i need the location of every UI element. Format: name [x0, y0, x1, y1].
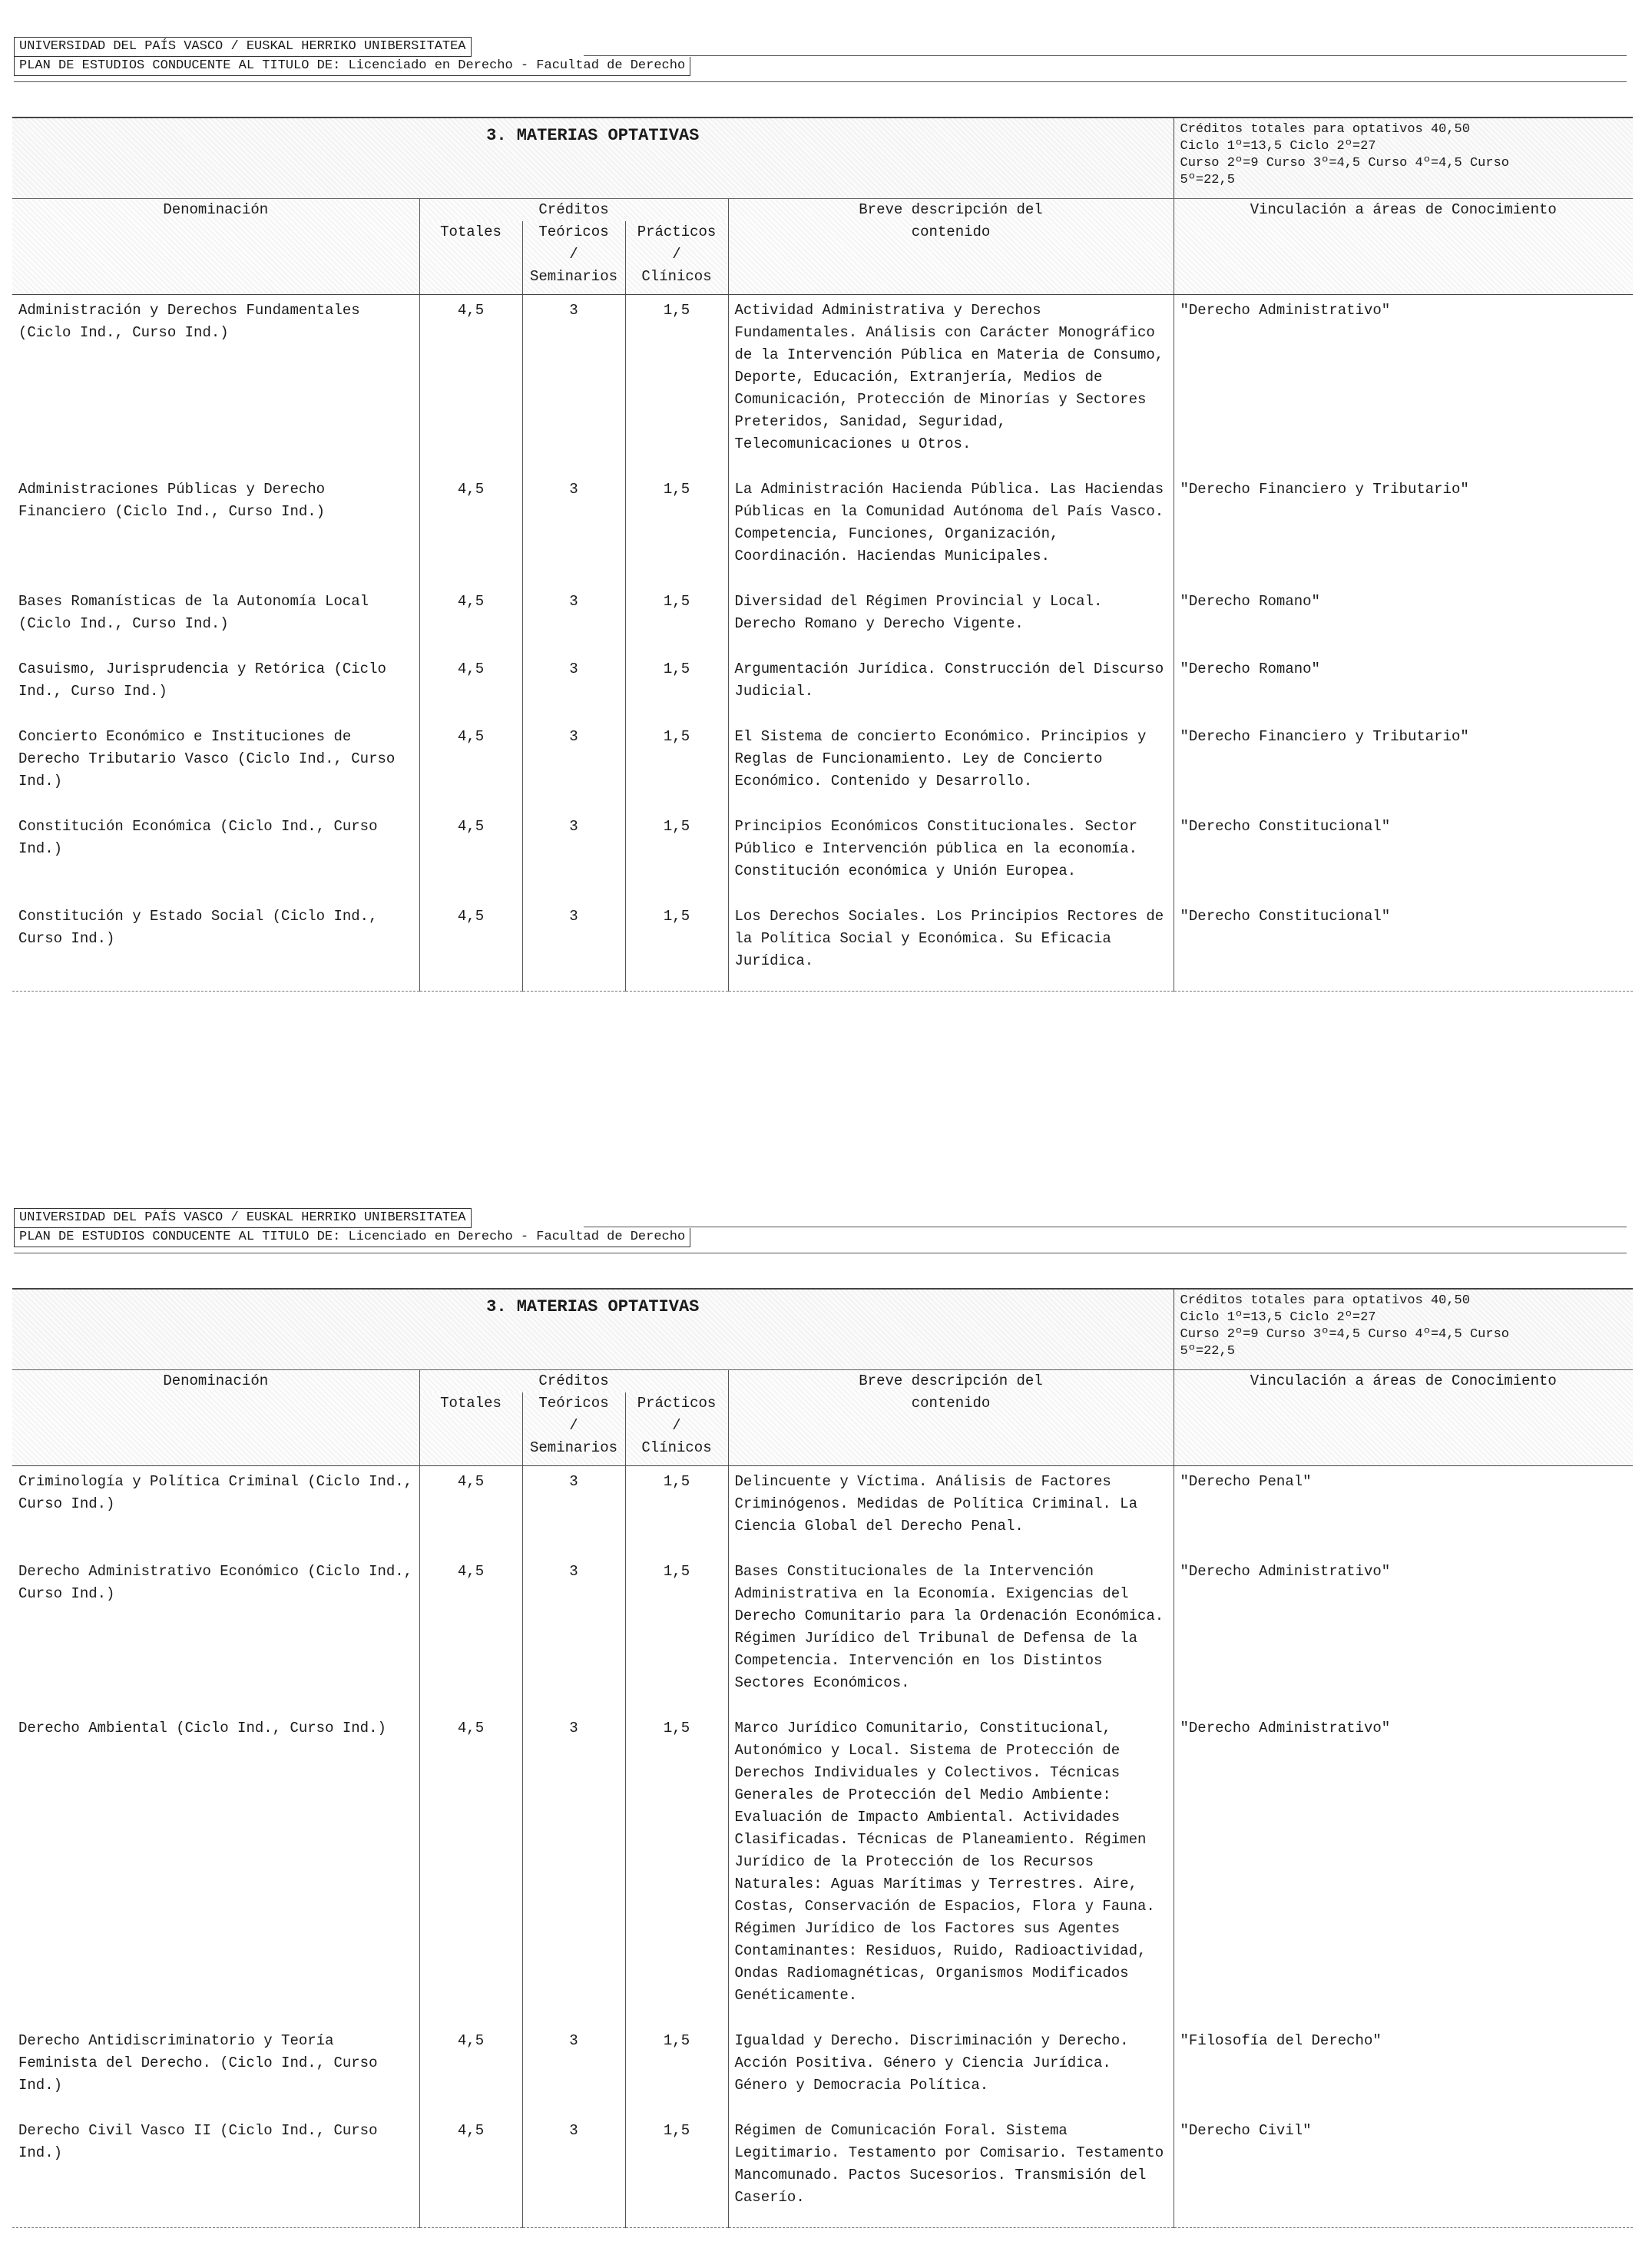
- table-title-row: [12, 1289, 1633, 1370]
- table-row: [12, 2115, 1633, 2228]
- credits-totales: 4,5: [419, 2115, 522, 2228]
- subject-name: Derecho Ambiental (Ciclo Ind., Curso Ind.): [12, 1713, 419, 2025]
- credits-teoricos: 3: [522, 2025, 625, 2115]
- knowledge-area: "Derecho Romano": [1180, 661, 1320, 677]
- credits-practicos: 1,5: [625, 1556, 728, 1713]
- subject-description: Igualdad y Derecho. Discriminación y Derecho. Acción Positiva. Género y Ciencia Jurídica. Género y Democracia Política.: [728, 2025, 1174, 2115]
- credits-summary: [1174, 118, 1633, 199]
- knowledge-area: "Derecho Constitucional": [1180, 818, 1391, 835]
- credits-totales: 4,5: [419, 654, 522, 721]
- table-row: [12, 901, 1633, 992]
- col-creditos: Créditos: [419, 199, 728, 222]
- col-vinculacion: Vinculación a áreas de Conocimiento: [1174, 1370, 1633, 1466]
- credits-practicos: 1,5: [625, 721, 728, 811]
- credits-practicos: 1,5: [625, 2025, 728, 2115]
- table-row: [12, 1713, 1633, 2025]
- credits-teoricos: 3: [522, 811, 625, 901]
- credits-practicos: 1,5: [625, 654, 728, 721]
- subject-description: Delincuente y Víctima. Análisis de Factores Criminógenos. Medidas de Política Criminal. La Ciencia Global del Derecho Penal.: [728, 1466, 1174, 1557]
- credits-teoricos: 3: [522, 654, 625, 721]
- table-row: [12, 721, 1633, 811]
- col-teoricos: [522, 1392, 625, 1466]
- credits-practicos: 1,5: [625, 811, 728, 901]
- plan-header: PLAN DE ESTUDIOS CONDUCENTE AL TITULO DE: Licenciado en Derecho - Facultad de Derecho: [14, 57, 690, 76]
- table-row: [12, 474, 1633, 586]
- subject-name: Derecho Antidiscriminatorio y Teoría Feminista del Derecho. (Ciclo Ind., Curso Ind.): [12, 2025, 419, 2115]
- credits-practicos: 1,5: [625, 2115, 728, 2228]
- credits-summary-line: Ciclo 1º=13,5 Ciclo 2º=27: [1180, 1310, 1376, 1325]
- credits-totales: 4,5: [419, 1466, 522, 1557]
- subject-description: El Sistema de concierto Económico. Principios y Reglas de Funcionamiento. Ley de Concierto Económico. Contenido y Desarrollo.: [728, 721, 1174, 811]
- subject-description: Actividad Administrativa y Derechos Fundamentales. Análisis con Carácter Monográfico de la Intervención Pública en Materia de Consumo, Deporte, Educación, Extranjería, Medios de Comunicación, Protección de Minorías y Sectores Preteridos, Sanidad, Seguridad, Telecomunicaciones u Otros.: [728, 295, 1174, 475]
- col-practicos-line: Clínicos: [641, 1439, 712, 1456]
- credits-summary: [1174, 1289, 1633, 1370]
- table-row: [12, 654, 1633, 721]
- col-teoricos: [522, 221, 625, 295]
- column-header-row: [12, 199, 1633, 222]
- col-totales: Totales: [419, 221, 522, 295]
- col-teoricos-line: /: [569, 246, 578, 263]
- subject-name: Constitución Económica (Ciclo Ind., Curso Ind.): [12, 811, 419, 901]
- subject-name: Derecho Administrativo Económico (Ciclo Ind., Curso Ind.): [12, 1556, 419, 1713]
- col-descripcion-line: Breve descripción del: [859, 1372, 1043, 1389]
- subject-name: Concierto Económico e Instituciones de Derecho Tributario Vasco (Ciclo Ind., Curso Ind.): [12, 721, 419, 811]
- subject-name: Administración y Derechos Fundamentales (Ciclo Ind., Curso Ind.): [12, 295, 419, 475]
- section-title: 3. MATERIAS OPTATIVAS: [12, 118, 1174, 199]
- knowledge-area: "Derecho Administrativo": [1180, 1563, 1391, 1580]
- subject-name: Derecho Civil Vasco II (Ciclo Ind., Curso Ind.): [12, 2115, 419, 2228]
- credits-totales: 4,5: [419, 586, 522, 654]
- credits-summary-line: Créditos totales para optativos 40,50: [1180, 1293, 1470, 1308]
- university-header: UNIVERSIDAD DEL PAÍS VASCO / EUSKAL HERRIKO UNIBERSITATEA: [14, 37, 472, 57]
- col-descripcion-line: contenido: [911, 1395, 991, 1412]
- col-practicos-line: Prácticos: [637, 223, 717, 240]
- col-teoricos-line: Seminarios: [529, 1439, 618, 1456]
- credits-practicos: 1,5: [625, 1713, 728, 2025]
- col-teoricos-line: Teóricos: [538, 1395, 609, 1412]
- table-row: [12, 1556, 1633, 1713]
- column-header-row: [12, 1370, 1633, 1393]
- col-practicos-line: /: [672, 1417, 681, 1434]
- knowledge-area: "Derecho Romano": [1180, 593, 1320, 610]
- university-header: UNIVERSIDAD DEL PAÍS VASCO / EUSKAL HERRIKO UNIBERSITATEA: [14, 1208, 472, 1228]
- knowledge-area: "Derecho Administrativo": [1180, 1720, 1391, 1737]
- knowledge-area: "Derecho Penal": [1180, 1473, 1312, 1490]
- subject-description: Principios Económicos Constitucionales. Sector Público e Intervención pública en la economía. Constitución económica y Unión Europea.: [728, 811, 1174, 901]
- header-rule-top: [584, 55, 1627, 56]
- table-row: [12, 295, 1633, 475]
- credits-totales: 4,5: [419, 1556, 522, 1713]
- credits-teoricos: 3: [522, 295, 625, 475]
- credits-teoricos: 3: [522, 586, 625, 654]
- credits-practicos: 1,5: [625, 295, 728, 475]
- credits-practicos: 1,5: [625, 1466, 728, 1557]
- col-teoricos-line: Teóricos: [538, 223, 609, 240]
- subject-name: Casuismo, Jurisprudencia y Retórica (Ciclo Ind., Curso Ind.): [12, 654, 419, 721]
- subject-description: La Administración Hacienda Pública. Las Haciendas Públicas en la Comunidad Autónoma del País Vasco. Competencia, Funciones, Organización, Coordinación. Haciendas Municipales.: [728, 474, 1174, 586]
- col-denominacion: Denominación: [12, 1370, 419, 1466]
- subjects-table: [12, 1288, 1633, 2228]
- subject-name: Administraciones Públicas y Derecho Financiero (Ciclo Ind., Curso Ind.): [12, 474, 419, 586]
- col-teoricos-line: Seminarios: [529, 268, 618, 285]
- col-practicos-line: /: [672, 246, 681, 263]
- col-descripcion-line: Breve descripción del: [859, 201, 1043, 218]
- col-denominacion: Denominación: [12, 199, 419, 295]
- credits-teoricos: 3: [522, 721, 625, 811]
- col-teoricos-line: /: [569, 1417, 578, 1434]
- subject-name: Criminología y Política Criminal (Ciclo Ind., Curso Ind.): [12, 1466, 419, 1557]
- subject-description: Argumentación Jurídica. Construcción del Discurso Judicial.: [728, 654, 1174, 721]
- subject-description: Los Derechos Sociales. Los Principios Rectores de la Política Social y Económica. Su Eficacia Jurídica.: [728, 901, 1174, 992]
- knowledge-area: "Derecho Financiero y Tributario": [1180, 728, 1469, 745]
- credits-practicos: 1,5: [625, 586, 728, 654]
- credits-totales: 4,5: [419, 811, 522, 901]
- credits-totales: 4,5: [419, 721, 522, 811]
- knowledge-area: "Derecho Administrativo": [1180, 302, 1391, 319]
- credits-summary-line: Créditos totales para optativos 40,50: [1180, 122, 1470, 137]
- credits-summary-line: 5º=22,5: [1180, 173, 1235, 187]
- subject-name: Constitución y Estado Social (Ciclo Ind., Curso Ind.): [12, 901, 419, 992]
- table-row: [12, 1466, 1633, 1557]
- col-practicos: [625, 1392, 728, 1466]
- credits-teoricos: 3: [522, 1556, 625, 1713]
- table-row: [12, 586, 1633, 654]
- subjects-table: [12, 117, 1633, 992]
- credits-totales: 4,5: [419, 2025, 522, 2115]
- table-title-row: [12, 118, 1633, 199]
- knowledge-area: "Filosofía del Derecho": [1180, 2032, 1382, 2049]
- credits-summary-line: Curso 2º=9 Curso 3º=4,5 Curso 4º=4,5 Curso: [1180, 1327, 1509, 1342]
- credits-teoricos: 3: [522, 1713, 625, 2025]
- subject-description: Bases Constitucionales de la Intervención Administrativa en la Economía. Exigencias del Derecho Comunitario para la Ordenación Económica. Régimen Jurídico del Tribunal de Defensa de la Competencia. Intervención en los Distintos Sectores Económicos.: [728, 1556, 1174, 1713]
- subject-description: Diversidad del Régimen Provincial y Local. Derecho Romano y Derecho Vigente.: [728, 586, 1174, 654]
- col-descripcion: [728, 199, 1174, 295]
- credits-teoricos: 3: [522, 474, 625, 586]
- credits-teoricos: 3: [522, 1466, 625, 1557]
- credits-totales: 4,5: [419, 901, 522, 992]
- col-totales: Totales: [419, 1392, 522, 1466]
- col-descripcion-line: contenido: [911, 223, 991, 240]
- knowledge-area: "Derecho Financiero y Tributario": [1180, 481, 1469, 498]
- col-practicos-line: Clínicos: [641, 268, 712, 285]
- col-practicos: [625, 221, 728, 295]
- col-practicos-line: Prácticos: [637, 1395, 717, 1412]
- col-descripcion: [728, 1370, 1174, 1466]
- subject-description: Marco Jurídico Comunitario, Constitucional, Autonómico y Local. Sistema de Protección de Derechos Individuales y Colectivos. Técnicas Generales de Protección del Medio Ambiente: Evaluación de Impacto Ambiental. Actividades Clasificadas. Técnicas de Planeamiento. Régimen Jurídico de la Protección de los Recursos Naturales: Aguas Marítimas y Terrestres. Aire, Costas, Conservación de Espacios, Flora y Fauna. Régimen Jurídico de los Factores sus Agentes Contaminantes: Residuos, Ruido, Radioactividad, Ondas Radiomagnéticas, Organismos Modificados Genéticamente.: [728, 1713, 1174, 2025]
- table-row: [12, 811, 1633, 901]
- knowledge-area: "Derecho Constitucional": [1174, 901, 1633, 992]
- plan-header: PLAN DE ESTUDIOS CONDUCENTE AL TITULO DE: Licenciado en Derecho - Facultad de Derecho: [14, 1228, 690, 1247]
- col-creditos: Créditos: [419, 1370, 728, 1393]
- credits-totales: 4,5: [419, 295, 522, 475]
- credits-summary-line: 5º=22,5: [1180, 1344, 1235, 1359]
- subject-name: Bases Romanísticas de la Autonomía Local (Ciclo Ind., Curso Ind.): [12, 586, 419, 654]
- knowledge-area: "Derecho Civil": [1174, 2115, 1633, 2228]
- col-vinculacion: Vinculación a áreas de Conocimiento: [1174, 199, 1633, 295]
- credits-summary-line: Curso 2º=9 Curso 3º=4,5 Curso 4º=4,5 Curso: [1180, 156, 1509, 171]
- section-title: 3. MATERIAS OPTATIVAS: [12, 1289, 1174, 1370]
- credits-practicos: 1,5: [625, 901, 728, 992]
- credits-teoricos: 3: [522, 2115, 625, 2228]
- header-rule: [14, 81, 1627, 82]
- credits-totales: 4,5: [419, 474, 522, 586]
- credits-totales: 4,5: [419, 1713, 522, 2025]
- table-row: [12, 2025, 1633, 2115]
- credits-teoricos: 3: [522, 901, 625, 992]
- subject-description: Régimen de Comunicación Foral. Sistema Legitimario. Testamento por Comisario. Testamento Mancomunado. Pactos Sucesorios. Transmisión del Caserío.: [728, 2115, 1174, 2228]
- credits-summary-line: Ciclo 1º=13,5 Ciclo 2º=27: [1180, 139, 1376, 154]
- credits-practicos: 1,5: [625, 474, 728, 586]
